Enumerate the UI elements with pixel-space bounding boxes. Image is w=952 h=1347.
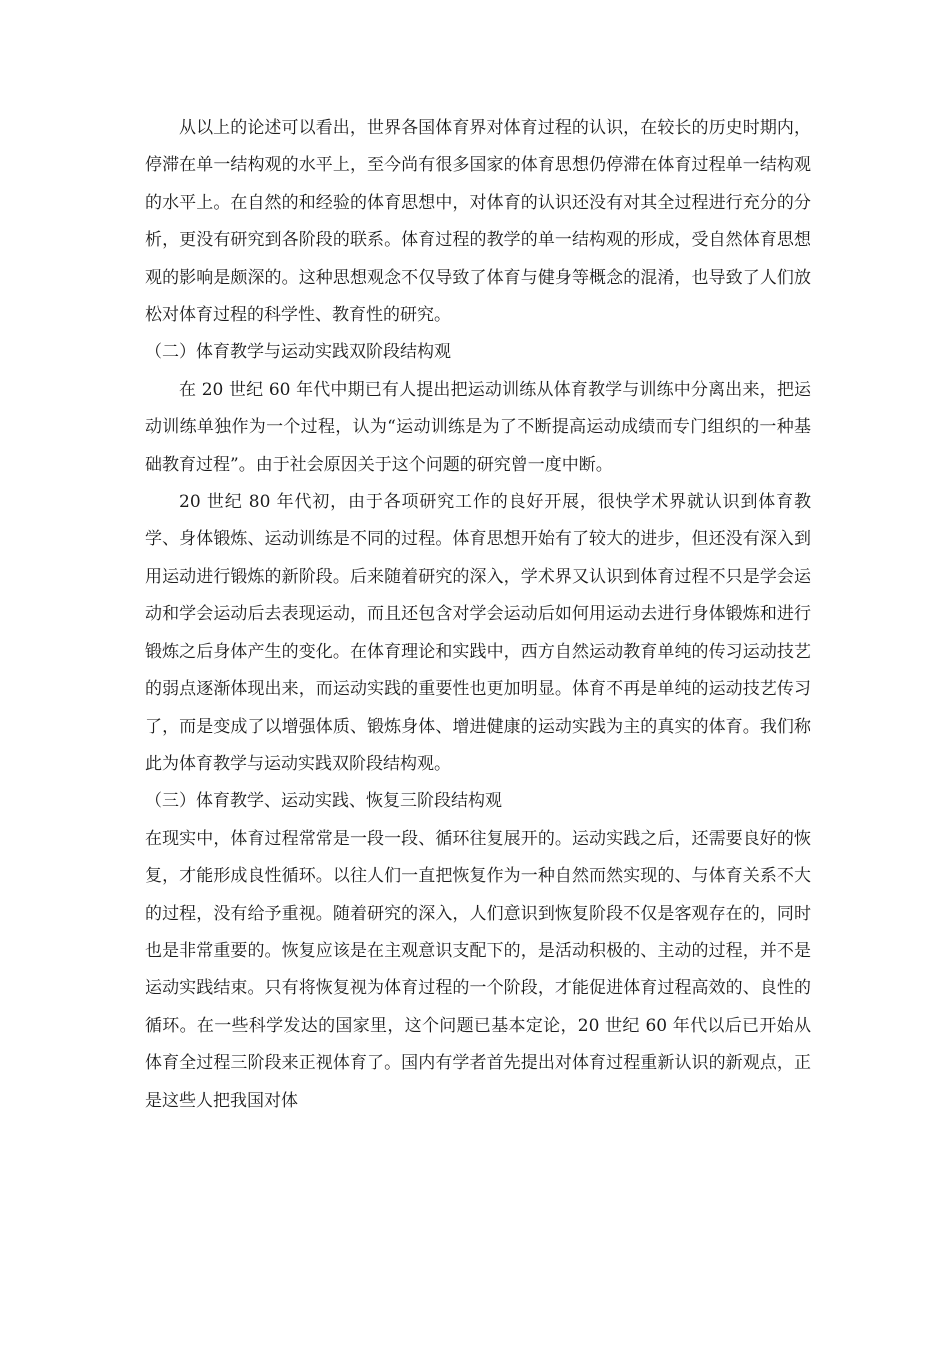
- paragraph-body: 在现实中，体育过程常常是一段一段、循环往复展开的。运动实践之后，还需要良好的恢复，才能形成良性循环。以往人们一直把恢复作为一种自然而然实现的、与体育关系不大的过程，没有给予重视。随着研究的深入，人们意识到恢复阶段不仅是客观存在的，同时也是非常重要的。恢复应该是在主观意识支配下的，是活动积极的、主动的过程，并不是运动实践结束。只有将恢复视为体育过程的一个阶段，才能促进体育过程高效的、良性的循环。在一些科学发达的国家里，这个问题已基本定论，20 世纪 60 年代以后已开始从体育全过程三阶段来正视体育了。国内有学者首先提出对体育过程重新认识的新观点，正是这些人把我国对体: [145, 828, 811, 1111]
- paragraph-body: 在 20 世纪 60 年代中期已有人提出把运动训练从体育教学与训练中分离出来，把运动训练单独作为一个过程，认为“运动训练是为了不断提高运动成绩而专门组织的一种基础教育过程”。由于社会原因关于这个问题的研究曾一度中断。: [145, 379, 811, 475]
- section-heading: （二）体育教学与运动实践双阶段结构观: [145, 342, 451, 363]
- paragraph-body: 20 世纪 80 年代初，由于各项研究工作的良好开展，很快学术界就认识到体育教学、身体锻炼、运动训练是不同的过程。体育思想开始有了较大的进步，但还没有深入到用运动进行锻炼的新阶段。后来随着研究的深入，学术界又认识到体育过程不只是学会运动和学会运动后去表现运动，而且还包含对学会运动后如何用运动去进行身体锻炼和进行锻炼之后身体产生的变化。在体育理论和实践中，西方自然运动教育单纯的传习运动技艺的弱点逐渐体现出来，而运动实践的重要性也更加明显。体育不再是单纯的运动技艺传习了，而是变成了以增强体质、锻炼身体、增进健康的运动实践为主的真实的体育。我们称此为体育教学与运动实践双阶段结构观。: [145, 492, 811, 774]
- document-body: [145, 110, 811, 1120]
- paragraph-body: 从以上的论述可以看出，世界各国体育界对体育过程的认识，在较长的历史时期内，停滞在单一结构观的水平上，至今尚有很多国家的体育思想仍停滞在体育过程单一结构观的水平上。在自然的和经验的体育思想中，对体育的认识还没有对其全过程进行充分的分析，更没有研究到各阶段的联系。体育过程的教学的单一结构观的形成，受自然体育思想观的影响是颇深的。这种思想观念不仅导致了体育与健身等概念的混淆，也导致了人们放松对体育过程的科学性、教育性的研究。: [145, 118, 811, 326]
- section-heading: （三）体育教学、运动实践、恢复三阶段结构观: [145, 791, 502, 812]
